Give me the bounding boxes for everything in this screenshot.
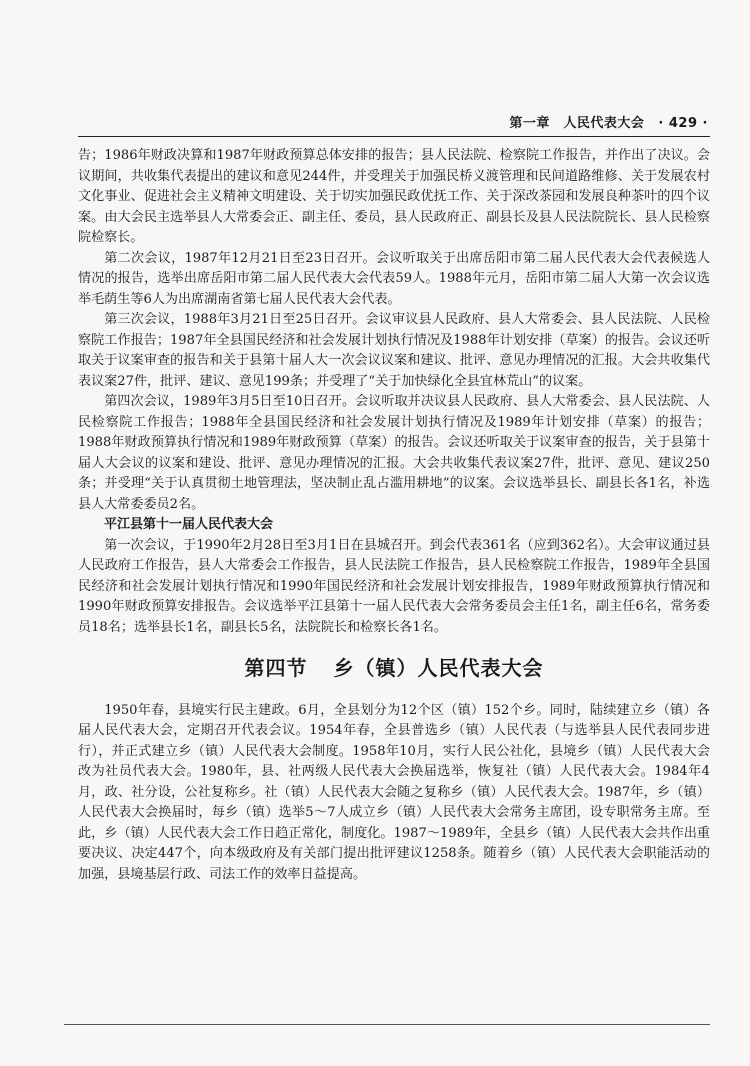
- paragraph-fourth-session: 第四次会议，1989年3月5日至10日召开。会议听取并决议县人民政府、县人大常委会、县人民法院、人民检察院工作报告；1988年全县国民经济和社会发展计划执行情况及1989年计划安排（草案）的报告；1988年财政预算执行情况和1989年财政预算（草案）的报告。会议还听取关于议案审查的报告，关于县第十届人大会议的议案和建设、批评、意见办理情况的汇报。大会共收集代表议案27件，批评、意见、建议250条；并受理“关于认真贯彻土地管理法，坚决制止乱占滥用耕地”的议案。会议选举县长、副县长各1名，补选县人大常委委员2名。: [78, 394, 710, 512]
- paragraph-township-congress: 1950年春，县境实行民主建政。6月，全县划分为12个区（镇）152个乡。同时，陆续建立乡（镇）各届人民代表大会，定期召开代表会议。1954年春，全县普选乡（镇）人民代表（与选举县人民代表同步进行），并正式建立乡（镇）人民代表大会制度。1958年10月，实行人民公社化，县境乡（镇）人民代表大会改为社员代表大会。1980年，县、社两级人民代表大会换届选举，恢复社（镇）人民代表大会。1984年4月，政、社分设，公社复称乡。社（镇）人民代表大会随之复称乡（镇）人民代表大会。1987年，乡（镇）人民代表大会换届时，每乡（镇）选举5～7人成立乡（镇）人民代表大会常务主席团，设专职常务主席。至此，乡（镇）人民代表大会工作日趋正常化，制度化。1987～1989年，全县乡（镇）人民代表大会共作出重要决议、决定447个，向本级政府及有关部门提出批评建议1258条。随着乡（镇）人民代表大会职能活动的加强，县境基层行政、司法工作的效率日益提高。: [78, 702, 710, 882]
- paragraph-second-session: 第二次会议，1987年12月21日至23日召开。会议听取关于出席岳阳市第二届人民代表大会代表候选人情况的报告，选举出席岳阳市第二届人民代表大会代表59人。1988年元月，岳阳市第二届人大第一次会议选举毛荫生等6人为出席湖南省第七届人民代表大会代表。: [78, 250, 710, 307]
- section-title: 乡（镇）人民代表大会: [333, 656, 544, 680]
- footer-rule: [64, 1024, 710, 1025]
- paragraph-continuation: 告；1986年财政决算和1987年财政预算总体安排的报告；县人民法院、检察院工作报告，并作出了决议。会议期间，共收集代表提出的建议和意见244件，并受理关于加强民桥义渡管理和民间道路维修、关于发展农村文化事业、促进社会主义精神文明建设、关于切实加强民政优抚工作、关于深改茶园和发展良种茶叶的四个议案。由大会民主选举县人大常委会正、副主任、委员，县人民政府正、副县长及县人民法院院长、县人民检察院检察长。: [78, 148, 710, 245]
- header-rule: [78, 136, 710, 137]
- section-number: 第四节: [244, 656, 308, 680]
- paragraph-first-session: 第一次会议，于1990年2月28日至3月1日在县城召开。到会代表361名（应到362名）。大会审议通过县人民政府工作报告，县人大常委会工作报告，县人民法院工作报告，县人民检察院工作报告，1989年全县国民经济和社会发展计划执行情况和1990年国民经济和社会发展计划安排报告，1989年财政预算执行情况和1990年财政预算安排报告。会议选举平江县第十一届人民代表大会常务委员会主任1名，副主任6名，常务委员18名；选举县长1名，副县长5名，法院院长和检察长各1名。: [78, 537, 710, 635]
- subheading-eleventh-congress: 平江县第十一届人民代表大会: [104, 517, 274, 532]
- section-heading: [78, 658, 710, 679]
- chapter-title: 第一章 人民代表大会: [509, 116, 645, 131]
- page-number: · 429 ·: [658, 116, 708, 131]
- paragraph-third-session: 第三次会议，1988年3月21日至25日召开。会议审议县人民政府、县人大常委会、县人民法院、人民检察院工作报告；1987年全县国民经济和社会发展计划执行情况及1988年计划安排（草案）的报告。会议还听取关于议案审查的报告和关于县第十届人大一次会议议案和建议、批评、意见办理情况的汇报。大会共收集代表议案27件，批评、建议、意见199条；并受理了“关于加快绿化全县宜林荒山”的议案。: [78, 312, 710, 389]
- running-header: [78, 112, 708, 136]
- body-text: [78, 146, 710, 885]
